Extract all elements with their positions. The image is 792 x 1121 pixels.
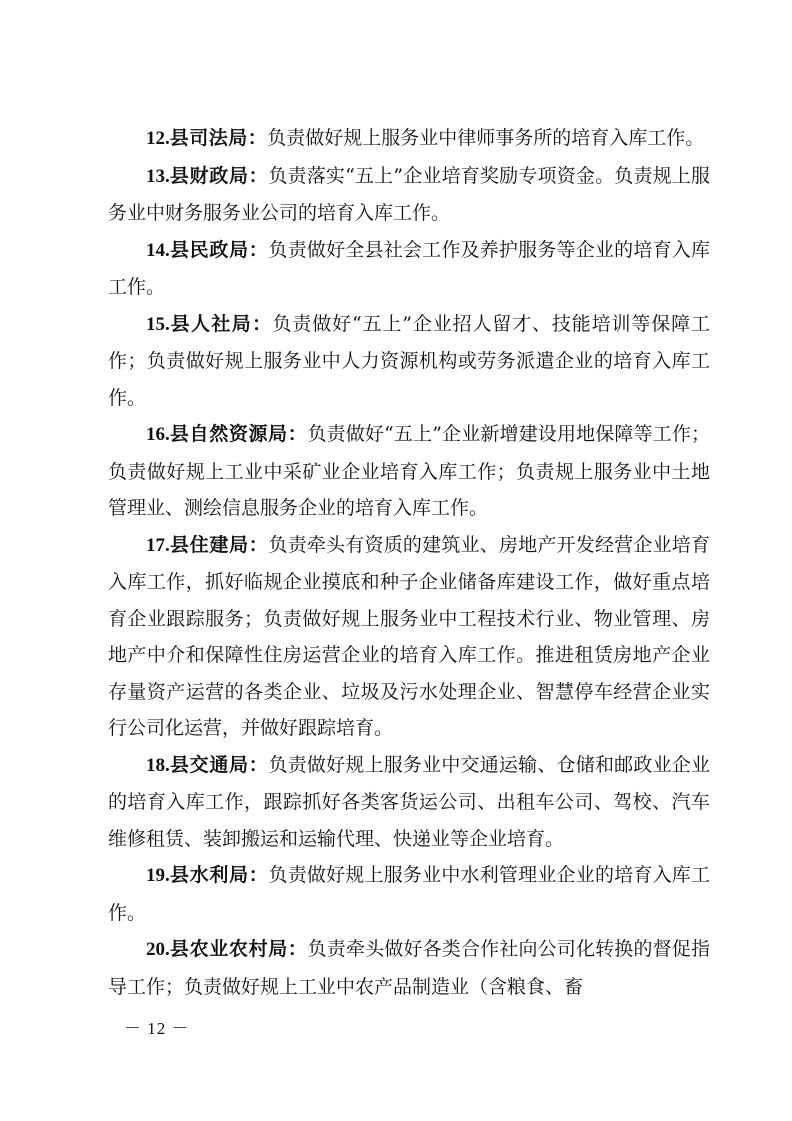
paragraph-17 — [108, 527, 710, 747]
paragraph-15 — [108, 306, 710, 417]
item-number: 17. — [146, 534, 170, 556]
paragraph-16 — [108, 416, 710, 527]
paragraph-text: 负责做好“五上”企业新增建设用地保障等工作；负责做好规上工业中采矿业企业培育入库工作；负责规上服务业中土地管理业、测绘信息服务企业的培育入库工作。 — [108, 423, 710, 519]
item-number: 16. — [146, 424, 170, 445]
department-name: 县人社局： — [169, 312, 273, 335]
paragraph-text: 负责牵头做好各类合作社向公司化转换的督促指导工作；负责做好规上工业中农产品制造业（含粮食、畜 — [108, 938, 710, 998]
department-name: 县民政局： — [169, 238, 269, 261]
item-number: 13. — [146, 165, 170, 187]
department-name: 县司法局： — [169, 127, 268, 149]
paragraph-text: 负责做好规上服务业中交通运输、仓储和邮政业企业的培育入库工作，跟踪抓好各类客货运公司、出租车公司、驾校、汽车维修租赁、装卸搬运和运输代理、快递业等企业培育。 — [108, 753, 710, 850]
department-name: 县住建局： — [169, 533, 269, 556]
paragraph-19 — [108, 857, 710, 931]
paragraph-12 — [108, 120, 710, 158]
page-number: － 12 － — [124, 1019, 190, 1038]
paragraph-text: 负责做好规上服务业中律师事务所的培育入库工作。 — [267, 127, 705, 149]
paragraph-18 — [108, 747, 710, 858]
department-name: 县财政局： — [169, 164, 269, 187]
paragraph-text: 负责落实“五上”企业培育奖励专项资金。负责规上服务业中财务服务业公司的培育入库工作。 — [108, 164, 710, 224]
department-name: 县交通局： — [169, 753, 269, 776]
department-name: 县水利局： — [169, 864, 269, 886]
paragraph-20 — [108, 931, 710, 1005]
department-name: 县自然资源局： — [169, 423, 308, 445]
item-number: 18. — [146, 754, 170, 776]
paragraph-13 — [108, 158, 710, 232]
item-number: 12. — [146, 128, 170, 149]
item-number: 19. — [146, 865, 170, 886]
item-number: 14. — [146, 239, 170, 261]
paragraph-text: 负责牵头有资质的建筑业、房地产开发经营企业培育入库工作，抓好临规企业摸底和种子企业储备库建设工作，做好重点培育企业跟踪服务；负责做好规上服务业中工程技术行业、物业管理、房地产中介和保障性住房运营企业的培育入库工作。推进租赁房地产企业存量资产运营的各类企业、垃圾及污水处理企业、智慧停车经营企业实行公司化运营，并做好跟踪培育。 — [108, 533, 710, 739]
paragraph-text: 负责做好规上服务业中水利管理业企业的培育入库工作。 — [108, 864, 710, 924]
paragraph-14 — [108, 232, 710, 306]
paragraph-text: 负责做好全县社会工作及养护服务等企业的培育入库工作。 — [108, 238, 710, 298]
department-name: 县农业农村局： — [169, 938, 308, 960]
item-number: 15. — [146, 313, 170, 335]
item-number: 20. — [146, 939, 170, 960]
document-body — [108, 120, 710, 1005]
paragraph-text: 负责做好“五上”企业招人留才、技能培训等保障工作；负责做好规上服务业中人力资源机构或劳务派遣企业的培育入库工作。 — [108, 312, 710, 409]
